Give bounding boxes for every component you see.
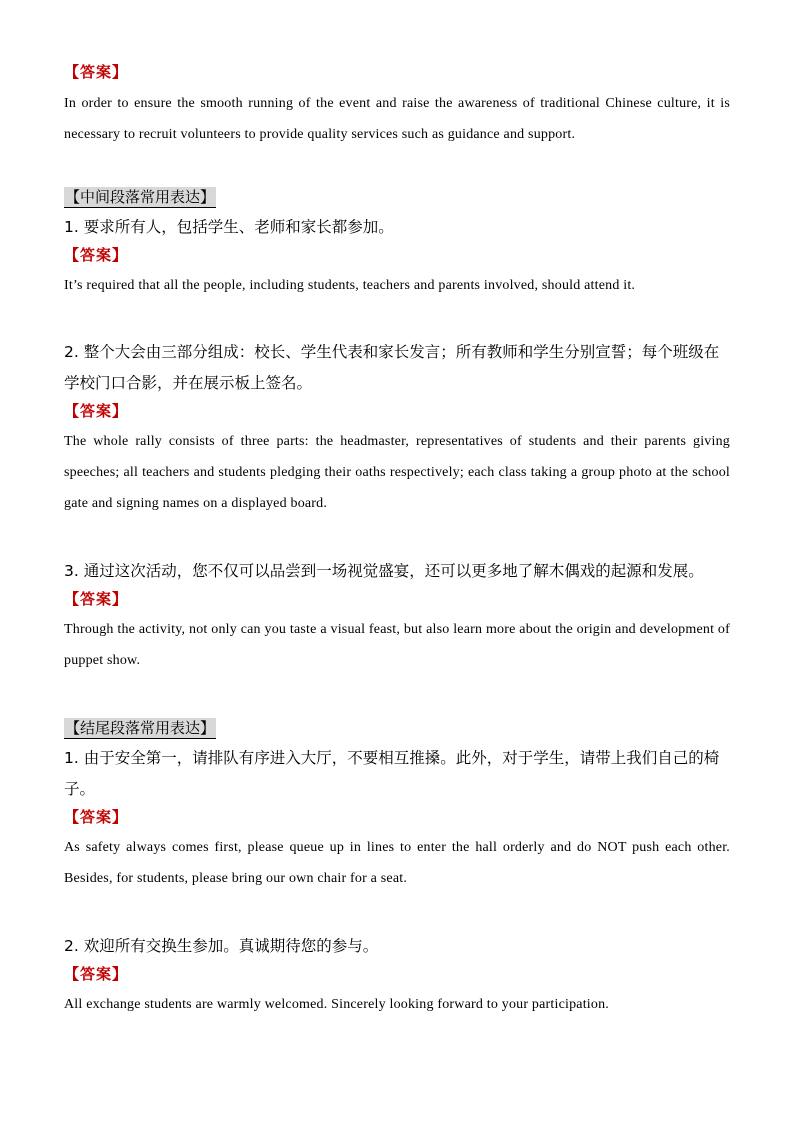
question-text: 1. 由于安全第一，请排队有序进入大厅，不要相互推搡。此外，对于学生，请带上我们自己的椅子。 [64,749,720,798]
question-text: 2. 整个大会由三部分组成：校长、学生代表和家长发言；所有教师和学生分别宣誓；每个班级在学校门口合影，并在展示板上签名。 [64,343,720,392]
answer-text: Through the activity, not only can you taste a visual feast, but also learn more about the origin and development of puppet show. [64,622,730,668]
answer-label: 【答案】 [64,402,129,420]
answer-label: 【答案】 [64,808,129,826]
answer-text: As safety always comes first, please queue up in lines to enter the hall orderly and do NOT push each other. Besides, for students, please bring our own chair for a seat. [64,840,730,886]
answer-label: 【答案】 [64,965,129,983]
answer-text: The whole rally consists of three parts: the headmaster, representatives of students and their parents giving speeches; all teachers and students pledging their oaths respectively; each class taking a group photo at the school gate and signing names on a displayed board. [64,434,730,511]
answer-text: In order to ensure the smooth running of the event and raise the awareness of traditional Chinese culture, it is necessary to recruit volunteers to provide quality services such as guidance and support. [64,96,730,142]
answer-text: All exchange students are warmly welcomed. Sincerely looking forward to your participation. [64,997,609,1012]
middle-section [64,187,730,208]
section-heading: 【结尾段落常用表达】 [65,719,216,737]
answer-label: 【答案】 [64,590,129,608]
section-heading: 【中间段落常用表达】 [65,188,216,206]
question-text: 2. 欢迎所有交换生参加。真诚期待您的参与。 [64,937,379,955]
question-text: 1. 要求所有人，包括学生、老师和家长都参加。 [64,218,394,236]
ending-item-2 [64,931,730,1020]
question-text: 3. 通过这次活动，您不仅可以品尝到一场视觉盛宴，还可以更多地了解木偶戏的起源和发展。 [64,562,704,580]
middle-item-2 [64,337,730,519]
answer-label: 【答案】 [64,246,129,264]
middle-item-1 [64,212,730,301]
ending-item-1 [64,743,730,894]
ending-section [64,718,730,739]
answer-label: 【答案】 [64,63,129,81]
middle-item-3 [64,556,730,676]
intro-block [64,62,730,150]
answer-text: It’s required that all the people, including students, teachers and parents involved, should attend it. [64,278,636,293]
